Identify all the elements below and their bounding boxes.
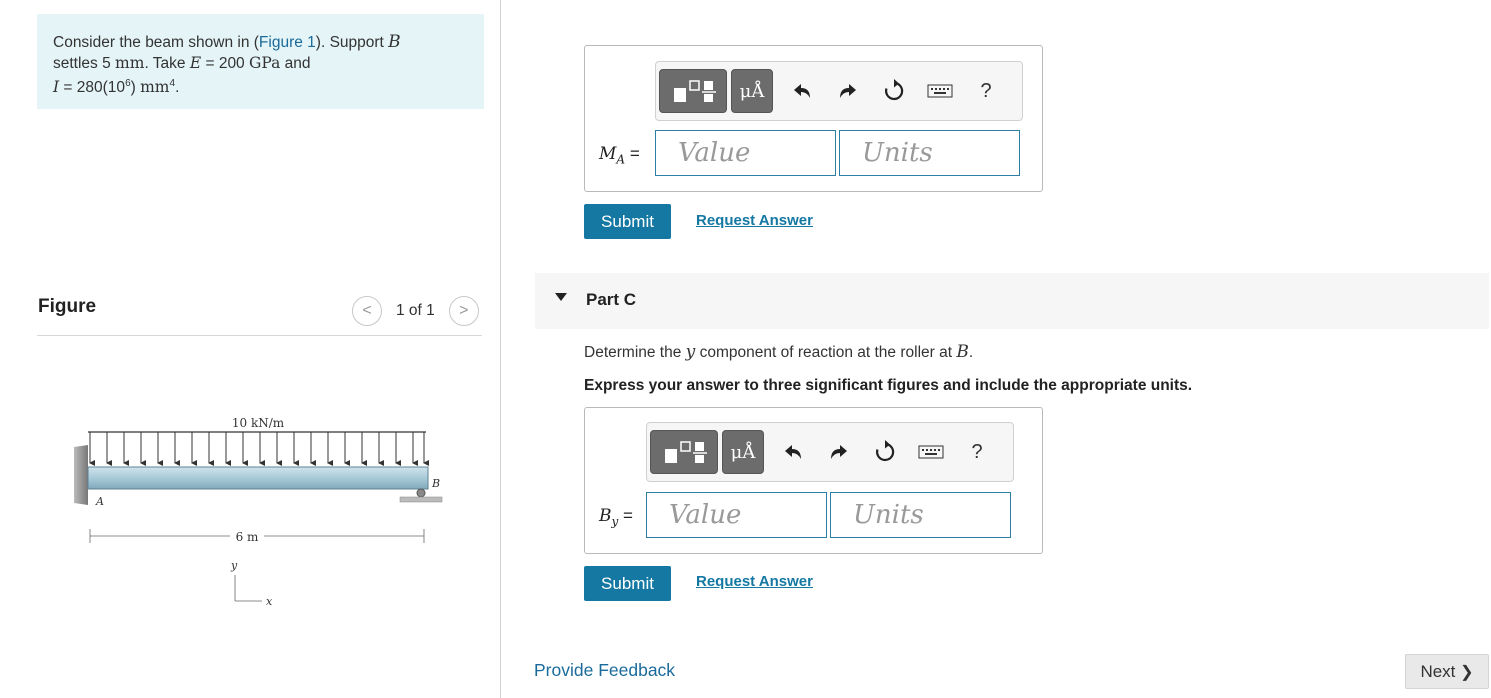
figure-link[interactable]: Figure 1 — [258, 34, 316, 51]
figure-heading: Figure — [38, 296, 97, 317]
part-c-answer-row — [585, 492, 1044, 540]
part-b-units-input[interactable]: Units — [839, 130, 1020, 176]
part-b-request-answer-link[interactable]: Request Answer — [696, 212, 813, 229]
next-figure-button[interactable]: > — [449, 296, 479, 326]
keyboard-icon[interactable] — [908, 430, 954, 474]
part-b-toolbar — [655, 61, 1023, 121]
undo-icon[interactable] — [779, 69, 825, 113]
figure-divider — [37, 335, 482, 336]
undo-icon[interactable] — [770, 430, 816, 474]
fixed-support-wall — [74, 445, 88, 505]
pane-divider — [500, 0, 501, 698]
part-c-submit-button[interactable]: Submit — [584, 566, 671, 601]
part-c-header[interactable] — [535, 273, 1489, 329]
x-axis-label: x — [266, 595, 273, 608]
beam-figure — [60, 405, 460, 615]
templates-icon — [651, 431, 719, 475]
part-b-answer-row — [585, 130, 1044, 178]
part-c-units-input[interactable]: Units — [830, 492, 1011, 538]
help-button[interactable]: ? — [980, 79, 992, 102]
keyboard-icon[interactable] — [917, 69, 963, 113]
support-a-label: A — [96, 495, 104, 508]
span-label: 6 m — [235, 530, 259, 544]
y-axis-label: y — [231, 559, 238, 572]
part-c-answer-box — [584, 407, 1043, 554]
problem-line-2: settles 5 mm. Take E = 200 GPa and — [53, 54, 311, 72]
templates-icon — [660, 70, 728, 114]
part-b-answer-box — [584, 45, 1043, 192]
provide-feedback-link[interactable]: Provide Feedback — [534, 660, 676, 680]
part-c-request-answer-link[interactable]: Request Answer — [696, 573, 813, 590]
chevron-right-icon: ❯ — [1460, 663, 1474, 681]
part-c-toolbar — [646, 422, 1014, 482]
beam — [88, 467, 428, 489]
part-c-value-input[interactable]: Value — [646, 492, 827, 538]
units-symbol-button[interactable]: μÅ — [722, 430, 764, 474]
figure-pager — [352, 296, 479, 326]
collapse-caret-icon[interactable] — [555, 293, 567, 301]
problem-line-3: $I = 280(10^6)$ $mm^4$. — [53, 78, 180, 97]
templates-button[interactable] — [659, 69, 727, 113]
part-c-question: Determine the y component of reaction at the roller at B. — [584, 342, 974, 362]
part-c-title: Part C — [586, 290, 637, 309]
load-label: 10 kN/m — [231, 416, 285, 430]
part-c-instruction: Express your answer to three significant figures and include the appropriate units. — [584, 377, 1193, 394]
redo-icon[interactable] — [816, 430, 862, 474]
left-pane — [0, 0, 500, 698]
problem-statement — [37, 14, 484, 109]
distributed-load-arrows — [90, 432, 424, 463]
figure-counter: 1 of 1 — [396, 302, 435, 319]
problem-line-1: Consider the beam shown in (Figure 1). Support B — [53, 32, 401, 52]
part-b-label: $M_A$ = — [599, 144, 640, 167]
support-b-label: B — [432, 477, 441, 490]
reset-icon[interactable] — [862, 430, 908, 474]
help-button[interactable]: ? — [971, 440, 983, 463]
prev-figure-button[interactable]: < — [352, 296, 382, 326]
roller-support — [417, 489, 425, 497]
part-b-submit-button[interactable]: Submit — [584, 204, 671, 239]
templates-button[interactable] — [650, 430, 718, 474]
roller-ground — [400, 497, 442, 502]
next-button[interactable]: Next ❯ — [1405, 654, 1489, 689]
units-symbol-button[interactable]: μÅ — [731, 69, 773, 113]
part-b-value-input[interactable]: Value — [655, 130, 836, 176]
part-c-label: $B_y$ = — [599, 506, 633, 529]
reset-icon[interactable] — [871, 69, 917, 113]
redo-icon[interactable] — [825, 69, 871, 113]
